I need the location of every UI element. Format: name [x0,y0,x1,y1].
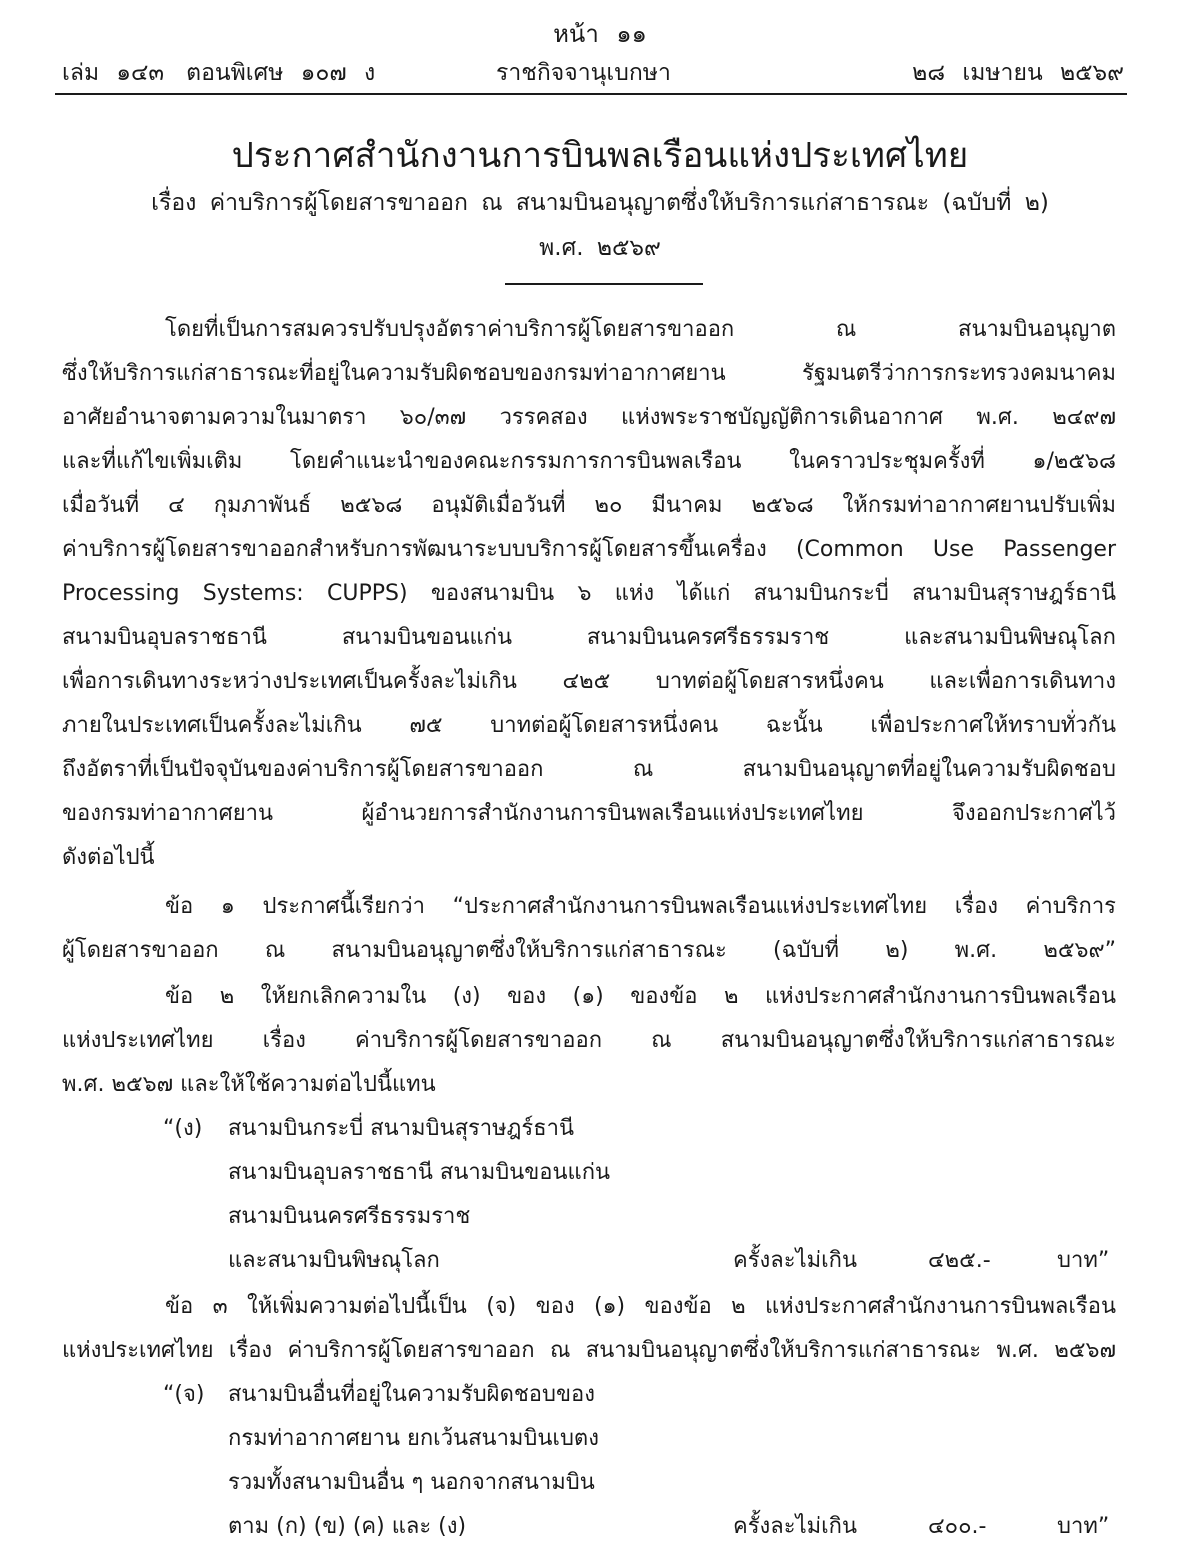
item-e-line: ตาม (ก) (ข) (ค) และ (ง) [228,1514,467,1539]
preamble-line: ภายในประเทศเป็นครั้งละไม่เกิน ๗๕ บาทต่อผู้โดยสารหนึ่งคน ฉะนั้น เพื่อประกาศให้ทราบทั่วกัน [62,713,1116,738]
gazette-publication-name: ราชกิจจานุเบกษา [496,60,671,86]
clause-1-line: ข้อ ๑ ประกาศนี้เรียกว่า “ประกาศสำนักงานการบินพลเรือนแห่งประเทศไทย เรื่อง ค่าบริการ [165,894,1116,919]
clause-3-line: แห่งประเทศไทย เรื่อง ค่าบริการผู้โดยสารขาออก ณ สนามบินอนุญาตซึ่งให้บริการแก่สาธารณะ พ.ศ. ๒๕๖๗ [62,1338,1116,1363]
preamble-line: ค่าบริการผู้โดยสารขาออกสำหรับการพัฒนาระบบบริการผู้โดยสารขึ้นเครื่อง (Common Use Passenger [62,537,1116,562]
item-e-label: “(จ) [163,1382,205,1407]
item-d-line: และสนามบินพิษณุโลก [228,1248,440,1273]
item-d-amount: ๔๒๕.- [928,1248,991,1273]
preamble-line: โดยที่เป็นการสมควรปรับปรุงอัตราค่าบริการผู้โดยสารขาออก ณ สนามบินอนุญาต [165,317,1116,342]
gazette-volume-section [62,55,397,91]
item-e-amount: ๔๐๐.- [928,1514,987,1539]
item-e-rate-label: ครั้งละไม่เกิน [733,1514,858,1539]
preamble-line: ถึงอัตราที่เป็นปัจจุบันของค่าบริการผู้โดยสารขาออก ณ สนามบินอนุญาตที่อยู่ในความรับผิดชอบ [62,757,1116,782]
announcement-title: ประกาศสำนักงานการบินพลเรือนแห่งประเทศไทย [231,136,969,176]
gazette-volume: เล่ม ๑๔๓ [62,60,165,86]
preamble-line: ดังต่อไปนี้ [62,845,155,870]
preamble-line: ของกรมท่าอากาศยาน ผู้อำนวยการสำนักงานการบินพลเรือนแห่งประเทศไทย จึงออกประกาศไว้ [62,801,1116,826]
clause-2-line: พ.ศ. ๒๕๖๗ และให้ใช้ความต่อไปนี้แทน [62,1072,436,1097]
clause-2-line: แห่งประเทศไทย เรื่อง ค่าบริการผู้โดยสารขาออก ณ สนามบินอนุญาตซึ่งให้บริการแก่สาธารณะ [62,1028,1116,1053]
gazette-date: ๒๘ เมษายน ๒๕๖๙ [912,60,1124,86]
preamble-line: เพื่อการเดินทางระหว่างประเทศเป็นครั้งละไม่เกิน ๔๒๕ บาทต่อผู้โดยสารหนึ่งคน และเพื่อการเดินทาง [62,669,1116,694]
item-e-line: สนามบินอื่นที่อยู่ในความรับผิดชอบของ [228,1382,595,1407]
item-d-label: “(ง) [163,1116,203,1141]
item-e-line: กรมท่าอากาศยาน ยกเว้นสนามบินเบตง [228,1426,599,1451]
item-d-unit: บาท” [1057,1248,1110,1273]
preamble-line: สนามบินอุบลราชธานี สนามบินขอนแก่น สนามบินนครศรีธรรมราช และสนามบินพิษณุโลก [62,625,1116,650]
item-d-rate-label: ครั้งละไม่เกิน [733,1248,858,1273]
header-divider [55,93,1127,95]
clause-3-line: ข้อ ๓ ให้เพิ่มความต่อไปนี้เป็น (จ) ของ (๑) ของข้อ ๒ แห่งประกาศสำนักงานการบินพลเรือน [165,1294,1116,1319]
preamble-line: Processing Systems: CUPPS) ของสนามบิน ๖ แห่ง ได้แก่ สนามบินกระบี่ สนามบินสุราษฎร์ธานี [62,581,1116,606]
item-e-line: รวมทั้งสนามบินอื่น ๆ นอกจากสนามบิน [228,1470,595,1495]
item-d-line: สนามบินอุบลราชธานี สนามบินขอนแก่น [228,1160,611,1185]
title-divider [505,283,703,285]
announcement-year: พ.ศ. ๒๕๖๙ [539,235,661,261]
preamble-line: ซึ่งให้บริการแก่สาธารณะที่อยู่ในความรับผิดชอบของกรมท่าอากาศยาน รัฐมนตรีว่าการกระทรวงคมนาคม [62,361,1116,386]
gazette-section: ตอนพิเศษ ๑๐๗ ง [186,60,376,86]
item-e-unit: บาท” [1057,1514,1110,1539]
item-d-line: สนามบินกระบี่ สนามบินสุราษฎร์ธานี [228,1116,575,1141]
announcement-subject: เรื่อง ค่าบริการผู้โดยสารขาออก ณ สนามบินอนุญาตซึ่งให้บริการแก่สาธารณะ (ฉบับที่ ๒) [151,190,1049,216]
clause-1-line: ผู้โดยสารขาออก ณ สนามบินอนุญาตซึ่งให้บริการแก่สาธารณะ (ฉบับที่ ๒) พ.ศ. ๒๕๖๙” [62,938,1116,963]
preamble-line: เมื่อวันที่ ๔ กุมภาพันธ์ ๒๕๖๘ อนุมัติเมื่อวันที่ ๒๐ มีนาคม ๒๕๖๘ ให้กรมท่าอากาศยานปรับเพิ่ม [62,493,1116,518]
item-d-line: สนามบินนครศรีธรรมราช [228,1204,471,1229]
clause-2-line: ข้อ ๒ ให้ยกเลิกความใน (ง) ของ (๑) ของข้อ ๒ แห่งประกาศสำนักงานการบินพลเรือน [165,984,1116,1009]
preamble-line: และที่แก้ไขเพิ่มเติม โดยคำแนะนำของคณะกรรมการการบินพลเรือน ในคราวประชุมครั้งที่ ๑/๒๕๖๘ [62,449,1116,474]
preamble-line: อาศัยอำนาจตามความในมาตรา ๖๐/๓๗ วรรคสอง แห่งพระราชบัญญัติการเดินอากาศ พ.ศ. ๒๔๙๗ [62,405,1116,430]
page-number: หน้า ๑๑ [553,20,647,48]
